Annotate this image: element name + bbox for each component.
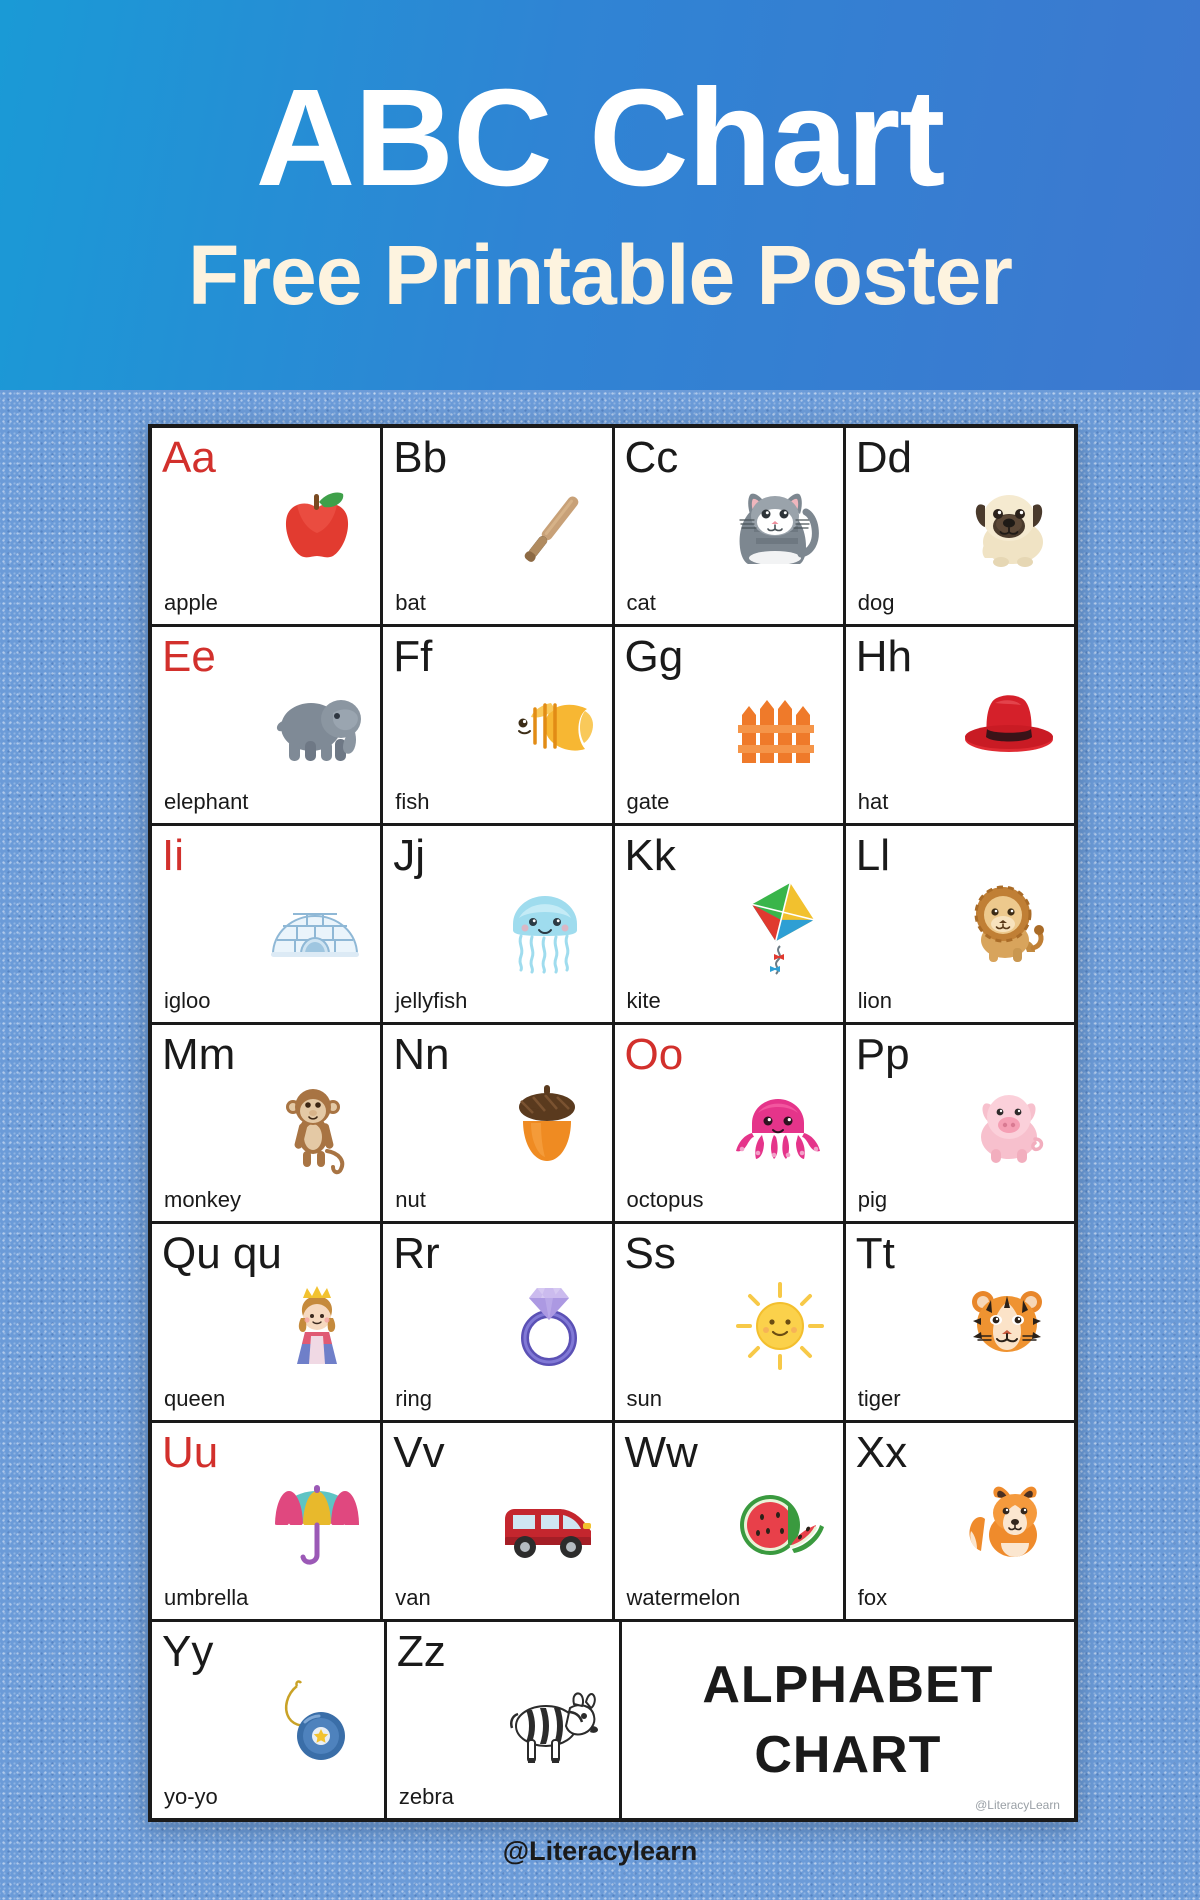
word-label: cat [626,590,656,615]
letter-label: Ww [624,1428,698,1477]
alphabet-chart-poster [148,424,1078,1822]
ring-icon [494,1276,604,1376]
letter-cell-p [846,1025,1074,1221]
letter-label: Ii [162,831,184,880]
queen-icon [262,1276,372,1376]
acorn-icon [494,1077,604,1177]
letter-cell-h [846,627,1074,823]
letter-cell-qu [152,1224,383,1420]
chart-row [152,826,1074,1025]
letter-cell-y [152,1622,387,1818]
letter-label: Pp [855,1030,910,1079]
letter-label: Vv [393,1428,445,1477]
letter-cell-d [846,428,1074,624]
letter-label: Qu qu [162,1229,282,1278]
word-label: tiger [857,1386,901,1411]
dog-icon [956,480,1066,580]
letter-label: Kk [624,831,676,880]
page-subtitle: Free Printable Poster [188,227,1012,322]
yoyo-icon [266,1674,376,1774]
octopus-icon [725,1077,835,1177]
letter-label: Rr [393,1229,440,1278]
alphabet-title-line2: CHART [754,1726,942,1784]
letter-label: Hh [855,632,912,681]
umbrella-icon [262,1475,372,1575]
letter-cell-w [615,1423,846,1619]
word-label: sun [626,1386,662,1411]
letter-cell-k [615,826,846,1022]
letter-cell-l [846,826,1074,1022]
word-label: ring [395,1386,432,1411]
sun-icon [725,1276,835,1376]
page-title: ABC Chart [255,60,945,215]
word-label: jellyfish [395,988,468,1013]
letter-label: Zz [396,1627,446,1676]
word-label: bat [395,590,426,615]
fish-icon [494,679,604,779]
igloo-icon [262,878,372,978]
chart-row [152,1025,1074,1224]
chart-row [152,1423,1074,1622]
word-label: umbrella [164,1585,249,1610]
word-label: apple [164,590,218,615]
letter-cell-f [383,627,614,823]
letter-label: Nn [393,1030,450,1079]
letter-label: Uu [162,1428,219,1477]
word-label: elephant [164,789,249,814]
letter-cell-g [615,627,846,823]
van-icon [494,1475,604,1575]
word-label: lion [857,988,892,1013]
letter-label: Dd [855,433,912,482]
letter-label: Ll [855,831,890,880]
letter-cell-b [383,428,614,624]
letter-label: Mm [162,1030,236,1079]
letter-label: Oo [624,1030,684,1079]
letter-label: Ee [162,632,216,681]
jellyfish-icon [494,878,604,978]
lion-icon [956,878,1066,978]
letter-label: Bb [393,433,448,482]
zebra-icon [501,1674,611,1774]
word-label: pig [857,1187,888,1212]
baseball-bat-icon [494,480,604,580]
tiger-icon [956,1276,1066,1376]
poster-credit: @LiteracyLearn [975,1798,1060,1812]
letter-cell-r [383,1224,614,1420]
letter-label: Gg [624,632,684,681]
fox-icon [956,1475,1066,1575]
apple-icon [262,480,372,580]
footer-handle: @Literacylearn [502,1836,698,1866]
letter-label: Yy [162,1627,214,1676]
letter-cell-a [152,428,383,624]
letter-cell-z [387,1622,622,1818]
letter-cell-m [152,1025,383,1221]
letter-label: Ss [624,1229,676,1278]
letter-label: Jj [393,831,426,880]
kite-icon [725,878,835,978]
letter-cell-t [846,1224,1074,1420]
letter-cell-s [615,1224,846,1420]
word-label: yo-yo [164,1784,218,1809]
letter-cell-x [846,1423,1074,1619]
letter-cell-n [383,1025,614,1221]
word-label: igloo [164,988,211,1013]
word-label: fish [395,789,430,814]
letter-cell-v [383,1423,614,1619]
word-label: zebra [398,1784,454,1809]
word-label: gate [626,789,670,814]
letter-label: Xx [855,1428,908,1477]
word-label: nut [395,1187,426,1212]
alphabet-chart-title-cell [622,1622,1074,1818]
watermelon-icon [725,1475,835,1575]
word-label: fox [857,1585,888,1610]
word-label: monkey [164,1187,242,1212]
word-label: watermelon [626,1585,741,1610]
letter-label: Aa [162,433,216,482]
word-label: hat [857,789,889,814]
word-label: dog [857,590,895,615]
chart-row [152,1622,1074,1818]
letter-cell-o [615,1025,846,1221]
chart-row [152,1224,1074,1423]
word-label: queen [164,1386,226,1411]
word-label: kite [626,988,661,1013]
word-label: octopus [626,1187,704,1212]
letter-cell-u [152,1423,383,1619]
word-label: van [395,1585,431,1610]
letter-label: Ff [393,632,433,681]
pig-icon [956,1077,1066,1177]
hat-icon [956,679,1066,779]
letter-label: Cc [624,433,679,482]
cat-icon [725,480,835,580]
monkey-icon [262,1077,372,1177]
letter-cell-i [152,826,383,1022]
letter-cell-j [383,826,614,1022]
chart-row [152,627,1074,826]
chart-row [152,428,1074,627]
alphabet-title-line1: ALPHABET [702,1655,994,1714]
poster-header-banner [0,0,1200,400]
letter-label: Tt [855,1229,895,1278]
letter-cell-c [615,428,846,624]
letter-cell-e [152,627,383,823]
gate-icon [725,679,835,779]
elephant-icon [262,679,372,779]
